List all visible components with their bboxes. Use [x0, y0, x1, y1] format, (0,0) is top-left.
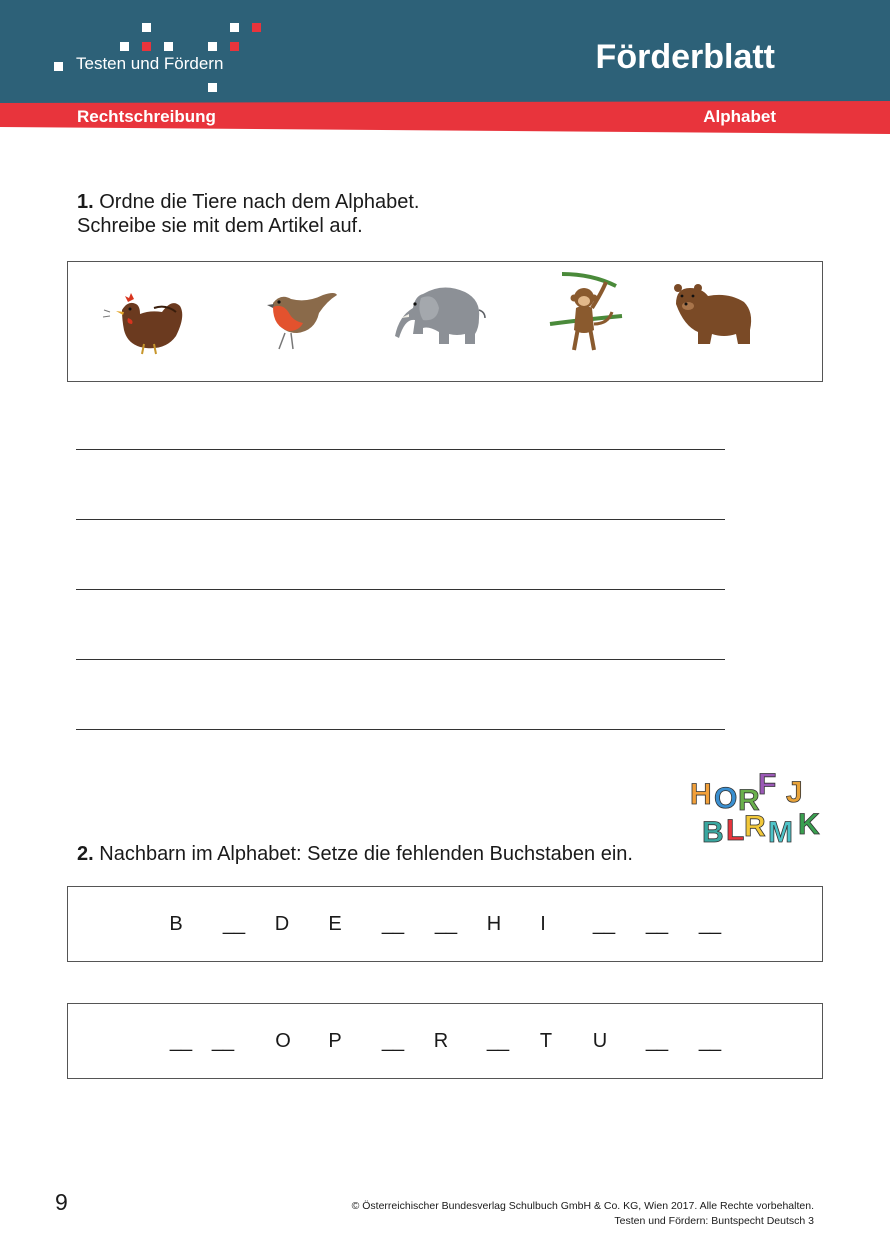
letter-blank[interactable]: __ — [169, 1030, 193, 1052]
letter-blank[interactable]: __ — [381, 913, 405, 935]
logo-square — [252, 23, 261, 32]
task1-instruction — [77, 190, 419, 238]
hen-icon — [100, 282, 190, 357]
page-number: 9 — [55, 1189, 68, 1215]
svg-text:R: R — [744, 810, 766, 843]
logo-square — [208, 83, 217, 92]
letter-cell: B — [169, 913, 183, 935]
task2-instruction — [77, 842, 633, 866]
logo-square — [142, 23, 151, 32]
svg-text:M: M — [768, 816, 793, 846]
animal-picture-box — [67, 261, 823, 382]
letter-sequence-1 — [68, 913, 824, 939]
letter-blank[interactable]: __ — [211, 1030, 235, 1052]
letter-cell: P — [328, 1030, 342, 1052]
page-title: Förderblatt — [595, 38, 775, 76]
task1-number: 1. — [77, 191, 94, 213]
task2-number: 2. — [77, 843, 94, 865]
letter-cell: I — [540, 913, 546, 935]
letter-cell: D — [274, 913, 290, 935]
elephant-icon — [393, 280, 493, 350]
task1-line2: Schreibe sie mit dem Artikel auf. — [77, 215, 363, 237]
svg-text:R: R — [738, 784, 760, 817]
logo-square — [208, 42, 217, 51]
topic-label: Alphabet — [703, 107, 776, 126]
letter-cell: O — [275, 1030, 291, 1052]
letter-blank[interactable]: __ — [645, 1030, 669, 1052]
logo-text: Testen und Fördern — [76, 54, 224, 73]
letter-row-box-1 — [67, 886, 823, 962]
letter-cell: R — [433, 1030, 449, 1052]
logo-square — [120, 42, 129, 51]
letter-row-box-2 — [67, 1003, 823, 1079]
copyright-notice — [352, 1199, 814, 1229]
writing-line[interactable] — [76, 659, 725, 660]
letter-sequence-2 — [68, 1030, 824, 1056]
logo-square — [142, 42, 151, 51]
logo-square — [230, 23, 239, 32]
svg-text:F: F — [758, 768, 777, 801]
letter-blank[interactable]: __ — [645, 913, 669, 935]
svg-text:L: L — [726, 814, 745, 846]
letter-blank[interactable]: __ — [698, 913, 722, 935]
source-line: Testen und Fördern: Buntspecht Deutsch 3 — [614, 1215, 814, 1227]
letter-cell: T — [539, 1030, 553, 1052]
letter-cell: E — [328, 913, 342, 935]
writing-line[interactable] — [76, 589, 725, 590]
svg-text:K: K — [798, 808, 820, 841]
letter-blank[interactable]: __ — [434, 913, 458, 935]
copyright-line: © Österreichischer Bundesverlag Schulbuch GmbH & Co. KG, Wien 2017. Alle Rechte vorbehalten. — [351, 1200, 814, 1212]
robin-icon — [263, 289, 343, 354]
svg-text:J: J — [786, 776, 803, 809]
bear-icon — [668, 280, 758, 350]
task2-text: Nachbarn im Alphabet: Setze die fehlenden Buchstaben ein. — [99, 843, 633, 865]
letter-cell: U — [592, 1030, 608, 1052]
letter-blank[interactable]: __ — [222, 913, 246, 935]
writing-line[interactable] — [76, 449, 725, 450]
logo-square — [164, 42, 173, 51]
svg-text:H: H — [690, 778, 712, 811]
letter-cell: H — [486, 913, 502, 935]
letter-blank[interactable]: __ — [381, 1030, 405, 1052]
letter-blank[interactable]: __ — [592, 913, 616, 935]
writing-line[interactable] — [76, 729, 725, 730]
logo-square — [230, 42, 239, 51]
letter-blank[interactable]: __ — [486, 1030, 510, 1052]
letter-blank[interactable]: __ — [698, 1030, 722, 1052]
logo-square — [54, 62, 63, 71]
letters-icon — [688, 764, 838, 846]
task1-line1: Ordne die Tiere nach dem Alphabet. — [99, 191, 420, 213]
svg-text:B: B — [702, 816, 724, 846]
writing-line[interactable] — [76, 519, 725, 520]
subject-label: Rechtschreibung — [77, 107, 216, 126]
monkey-icon — [546, 268, 626, 358]
svg-text:O: O — [714, 782, 738, 815]
